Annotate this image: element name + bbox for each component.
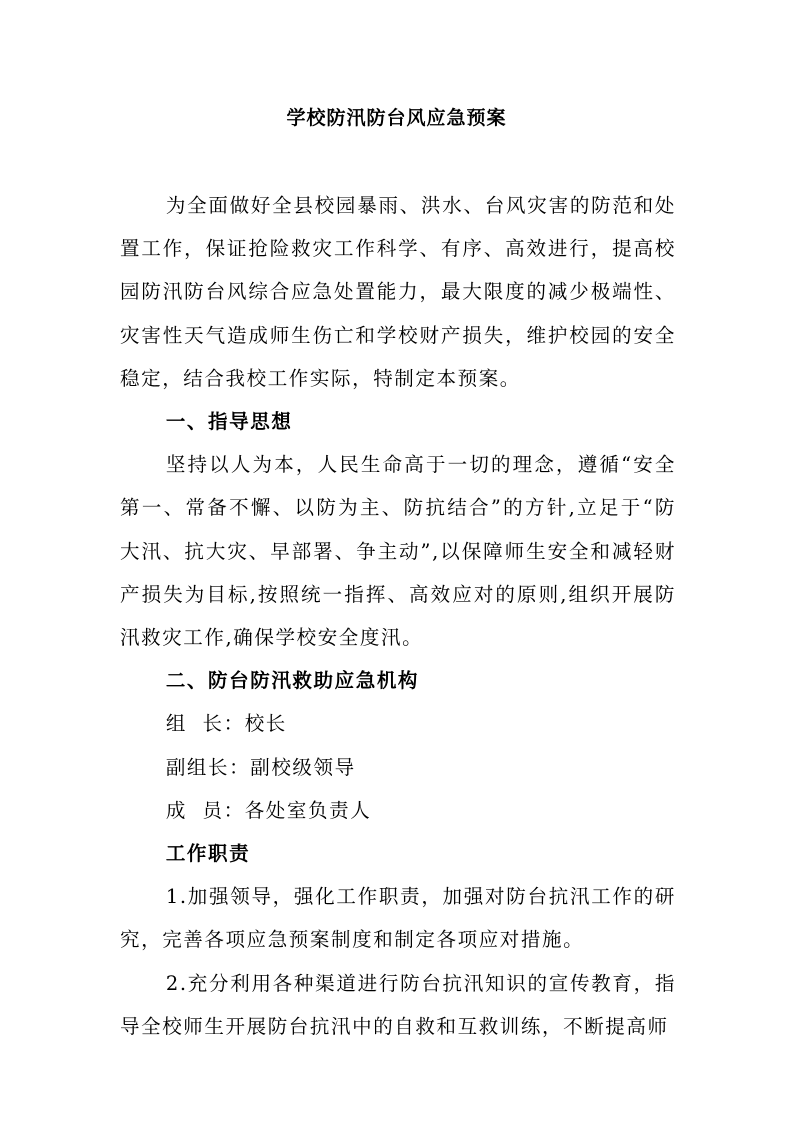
section-heading-emergency-organization: 二、防台防汛救助应急机构 <box>165 669 420 693</box>
duty-item-1: 1.加强领导，强化工作职责，加强对防台抗汛工作的研究，完善各项应急预案制度和制定各项应对措施。 <box>120 885 676 952</box>
duties-heading: 工作职责 <box>165 842 251 866</box>
guiding-principle-paragraph: 坚持以人为本，人民生命高于一切的理念，遵循“安全第一、常备不懈、以防为主、防抗结合”的方针,立足于“防大汛、抗大灾、早部署、争主动”,以保障师生安全和减轻财产损失为目标,按照统一指挥、高效应对的原则,组织开展防汛救灾工作,确保学校安全度汛。 <box>120 453 676 650</box>
role-members: 成 员：各处室负责人 <box>165 798 372 822</box>
section-heading-guiding-principle: 一、指导思想 <box>165 410 293 434</box>
document-title: 学校防汛防台风应急预案 <box>286 107 507 129</box>
role-leader: 组 长：校长 <box>165 712 287 736</box>
role-deputy-leader: 副组长：副校级领导 <box>165 755 356 779</box>
intro-paragraph: 为全面做好全县校园暴雨、洪水、台风灾害的防范和处置工作，保证抢险救灾工作科学、有序、高效进行，提高校园防汛防台风综合应急处置能力，最大限度的减少极端性、灾害性天气造成师生伤亡和学校财产损失，维护校园的安全稳定，结合我校工作实际，特制定本预案。 <box>120 194 676 390</box>
document-body <box>120 184 676 1048</box>
duty-item-2: 2.充分利用各种渠道进行防台抗汛知识的宣传教育，指导全校师生开展防台抗汛中的自救和互救训练，不断提高师 <box>120 971 676 1038</box>
